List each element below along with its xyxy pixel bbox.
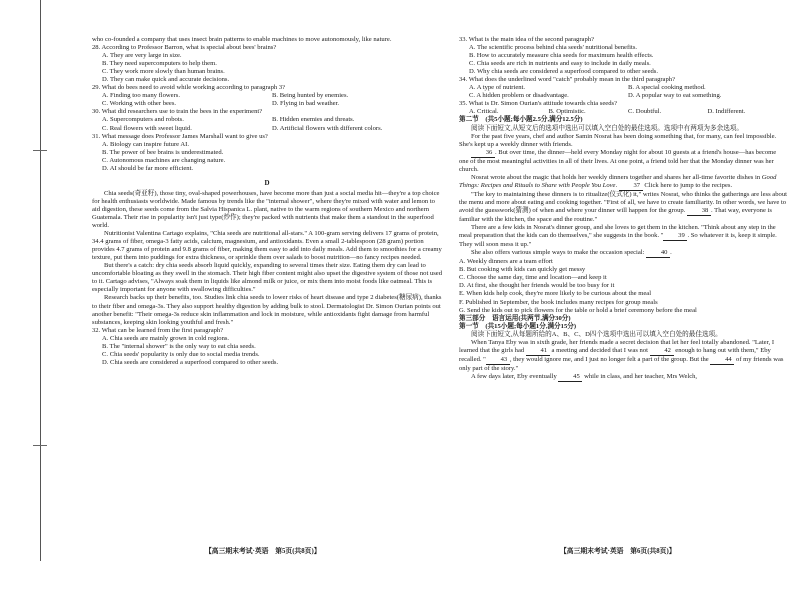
paragraph-text: . That way, everyone is familiar with the kitchen, the space and the routine."	[459, 206, 772, 224]
paragraph-text: .	[615, 181, 619, 189]
q35-option: D. Indifferent.	[707, 108, 746, 116]
q33-option: B. How to accurately measure chia seeds for maximum health effects.	[469, 52, 654, 60]
q28-option: C. They work more slowly than human brains.	[102, 68, 225, 76]
book-title: Good Things: Recipes and Rituals to Share with People You Love	[459, 173, 777, 189]
cloze-paragraph-1	[459, 339, 787, 373]
q34-options-row	[459, 92, 787, 100]
blank-43: 43	[486, 356, 510, 365]
q30-option: B. Hidden enemies and threats.	[272, 116, 355, 124]
section-1-instructions: 阅读下面短文,从每题所给的A、B、C、D四个选项中选出可以填入空白处的最佳选项。	[471, 330, 722, 338]
option-d: D. At first, she thought her friends would be too busy for it	[459, 282, 615, 290]
question-34: 34. What does the underlined word "catch" probably mean in the third paragraph?	[459, 76, 676, 84]
q29-option: C. Working with other bees.	[102, 100, 177, 108]
q29-option: A. Finding too many flowers.	[102, 92, 181, 100]
page-footer-left: 【高三期末考试·英语 第5页(共8页)】	[205, 548, 321, 555]
blank-38: 38	[687, 207, 711, 216]
question-30: 30. What did researchers use to train the bees in the experiment?	[92, 108, 263, 116]
passage-d-title: D	[264, 178, 270, 187]
paragraph-text: Click here to jump to the recipes.	[642, 181, 733, 189]
q32-option: B. The "internal shower" is the only way to eat chia seeds.	[102, 342, 256, 350]
passage-7x5-paragraph-4	[459, 191, 787, 224]
blank-41: 41	[526, 347, 550, 356]
passage-d-paragraph-4: Research backs up their benefits, too. Studies link chia seeds to lower risks of heart disease and type 2 diabetes(糖尿病), thanks to their fiber and omega-3s. They also support healthy digestion by adding bulk to stool. Dermatologist Dr. Simon Ourian points out another benefit: "Their omega-3s reduce skin inflammation and lock in moisture, while antioxidants fight damage from harmful substances, keeping skin looking youthful and fresh."	[92, 294, 442, 326]
question-28: 28. According to Professor Barron, what is special about bees' brains?	[92, 44, 277, 52]
q30-options-row	[92, 125, 442, 133]
right-column	[459, 36, 787, 597]
binding-margin-line	[40, 0, 41, 561]
paragraph-text: , they would ignore me, and I just no longer felt a part of the group. But the	[509, 355, 711, 363]
blank-45: 45	[558, 373, 582, 382]
blank-40: 40	[646, 249, 670, 258]
q35-option: C. Doubtful.	[628, 108, 662, 116]
section-2-heading: 第二节 (共5小题;每小题2.5分,满分12.5分)	[459, 116, 583, 124]
option-g: G. Send the kids out to pick flowers for the table or hold a brief ceremony before the meal	[459, 306, 697, 314]
q33-option: D. Why chia seeds are considered a superfood compared to other seeds.	[469, 68, 659, 76]
q28-option: D. They can make quick and accurate decisions.	[102, 76, 230, 84]
passage-c-continuation: who co-founded a company that uses insect brain patterns to enable machines to move autonomously, like nature.	[92, 36, 392, 43]
section-2-instructions: 阅读下面短文,从短文后的选项中选出可以填入空白处的最佳选项。选项中有两项为多余选项。	[471, 124, 743, 132]
q32-option: D. Chia seeds are considered a superfood compared to other seeds.	[102, 358, 279, 366]
q30-option: A. Supercomputers and robots.	[102, 116, 184, 124]
paragraph-text: . But over time, the dinner—held every Monday night for about 10 guests at a friend's house—has become one of the most meaningful activities in all of their lives. At one point, a friend told her that the Monday dinner was her church.	[459, 148, 777, 173]
option-a: A. Weekly dinners are a team effort	[459, 258, 553, 266]
q28-option: B. They need supercomputers to help them.	[102, 60, 217, 68]
passage-7x5-paragraph-1: For the past five years, chef and author Samin Nosrat has been doing something that, for many, can feel impossible. She's kept up a weekly dinner with friends.	[459, 132, 777, 148]
paragraph-text: a meeting and decided that I was not	[549, 346, 650, 354]
q31-option: B. The power of bee brains is underestimated.	[102, 148, 224, 156]
cloze-paragraph-2	[459, 373, 787, 382]
paragraph-text: of my friends was only part of the story."	[459, 355, 784, 372]
option-c: C. Choose the same day, time and location—and keep it	[459, 274, 607, 282]
paragraph-text: When Tanya Eby was in sixth grade, her friends made a secret decision that let her feel totally abandoned. "Later, I learned that the girls had	[459, 338, 775, 354]
q32-option: A. Chia seeds are mainly grown in cold regions.	[102, 334, 230, 342]
margin-tick	[33, 150, 47, 151]
question-31: 31. What message does Professor James Marshall want to give us?	[92, 132, 268, 140]
q31-option: C. Autonomous machines are changing nature.	[102, 156, 226, 164]
question-35: 35. What is Dr. Simon Ourian's attitude towards chia seeds?	[459, 100, 618, 108]
passage-d-paragraph-2: Nutritionist Valentina Cartago explains, "Chia seeds are nutritional all-stars." A 100-gram serving delivers 17 grams of protein, 34.4 grams of fiber, omega-3 fatty acids, calcium, magnesium, and antioxidants. Even a small 2-tablespoon (28 gram) portion provides 4.7 grams of protein and 9.8 grams of fiber, making them easy to add into daily meals. Add them to smoothies for a creamy texture, put them into puddings for extra thickness, or sprinkle them over salads to boost nutrition—no fancy recipes needed.	[92, 230, 442, 262]
q35-option: B. Optimistic.	[548, 108, 586, 116]
q34-option: A. A type of nutrient.	[469, 84, 526, 92]
q33-option: A. The scientific process behind chia seeds' nutritional benefits.	[469, 44, 638, 52]
paragraph-text: A few days later, Eby eventually	[471, 372, 559, 380]
paragraph-text: She also offers various simple ways to make the occasion special:	[471, 249, 647, 257]
q31-option: A. Biology can inspire future AI.	[102, 140, 189, 148]
paragraph-text: There are a few kids in Nosrat's dinner group, and she loves to get them in the kitchen. "Think about any step in the meal preparation that the kids can do themselves," she suggests in the book. "	[459, 224, 776, 240]
question-33: 33. What is the main idea of the second paragraph?	[459, 36, 595, 43]
option-e: E. When kids help cook, they're more likely to be curious about the meal	[459, 290, 652, 298]
page-footer-right: 【高三期末考试·英语 第6页(共8页)】	[560, 548, 676, 555]
q29-options-row	[92, 92, 442, 100]
blank-39: 39	[663, 232, 687, 241]
q34-option: D. A popular way to eat something.	[628, 92, 722, 100]
paragraph-text: .	[670, 249, 672, 257]
paragraph-text: Nosrat wrote about the magic that holds her weekly dinners together and shares her all-time favorite dishes in	[471, 173, 762, 181]
blank-37: 37	[619, 182, 643, 191]
q28-option: A. They are very large in size.	[102, 52, 182, 60]
blank-44: 44	[710, 356, 734, 365]
left-column	[92, 36, 442, 597]
blank-42: 42	[650, 347, 674, 356]
q33-option: C. Chia seeds are rich in nutrients and easy to include in daily meals.	[469, 60, 651, 68]
q30-option: D. Artificial flowers with different colors.	[272, 124, 383, 132]
q29-option: B. Being hunted by enemies.	[272, 92, 349, 100]
q31-option: D. AI should be far more efficient.	[102, 164, 194, 172]
margin-tick	[33, 445, 47, 446]
q29-option: D. Flying in bad weather.	[272, 100, 340, 108]
option-b: B. But cooking with kids can quickly get messy	[459, 266, 586, 274]
question-32: 32. What can be learned from the first paragraph?	[92, 326, 224, 334]
q30-options-row	[92, 116, 442, 124]
part-3-heading: 第三部分 语言运用(共两节,满分30分)	[459, 314, 571, 322]
passage-7x5-paragraph-6	[459, 249, 787, 258]
q34-option: B. A special cooking method.	[628, 84, 706, 92]
q35-option: A. Critical.	[469, 108, 499, 116]
paragraph-text: . So whatever it is, keep it simple. They will soon mess it up."	[459, 232, 777, 249]
blank-36: 36	[471, 149, 495, 158]
paragraph-text: while in class, and her teacher, Mrs Welch,	[582, 372, 698, 380]
q34-options-row	[459, 84, 787, 92]
passage-7x5-paragraph-5	[459, 224, 787, 249]
paragraph-text: "The key to maintaining these dinners is to ritualize(仪式化) it," writes Nosrat, who thinks the gatherings are less about the menu and more about eating and cooking together. "First of all, we have to create familiarity. In other words, we have to avoid the guesswork(猜测) of when and where your dinner will happen for the group.	[459, 190, 787, 214]
passage-7x5-paragraph-2	[459, 149, 787, 174]
section-1-heading: 第一节 (共15小题;每小题1分,满分15分)	[459, 322, 577, 330]
option-f: F. Published in September, the book includes many recipes for group meals	[459, 298, 658, 306]
q34-option: C. A hidden problem or disadvantage.	[469, 92, 569, 100]
question-29: 29. What do bees need to avoid while working according to paragraph 3?	[92, 84, 286, 92]
q30-option: C. Real flowers with sweet liquid.	[102, 124, 192, 132]
q32-option: C. Chia seeds' popularity is only due to social media trends.	[102, 350, 260, 358]
q29-options-row	[92, 100, 442, 108]
passage-d-paragraph-1: Chia seeds(奇亚籽), those tiny, oval-shaped powerhouses, have become more than just a social media hit—they're a top choice for health enthusiasts worldwide. Made famous by trends like the "internal shower", where they're mixed with water and lemon to aid digestion, these seeds come from the Salvia Hispanica L. plant, native to the warm regions of southern Mexico and northern Guatemala. Their rise in popularity isn't just type(炒作); they're packed with nutrients that make them a standout in the superfood world.	[92, 189, 440, 230]
passage-7x5-paragraph-3	[459, 174, 787, 191]
paragraph-text: enough to hang out with them," Eby recalled. "	[459, 346, 771, 363]
passage-d-paragraph-3: But there's a catch: dry chia seeds absorb liquid quickly, expanding to several times their size. Eating them dry can lead to uncomfortable bloating as they swell in the stomach. Their high fiber content might also upset the digestive system of those not used to it. Cartago advises, "Always soak them in liquids like almond milk or juice, or mix them into moist foods like oatmeal. This is especially important for anyone with swallowing difficulties."	[92, 262, 443, 294]
